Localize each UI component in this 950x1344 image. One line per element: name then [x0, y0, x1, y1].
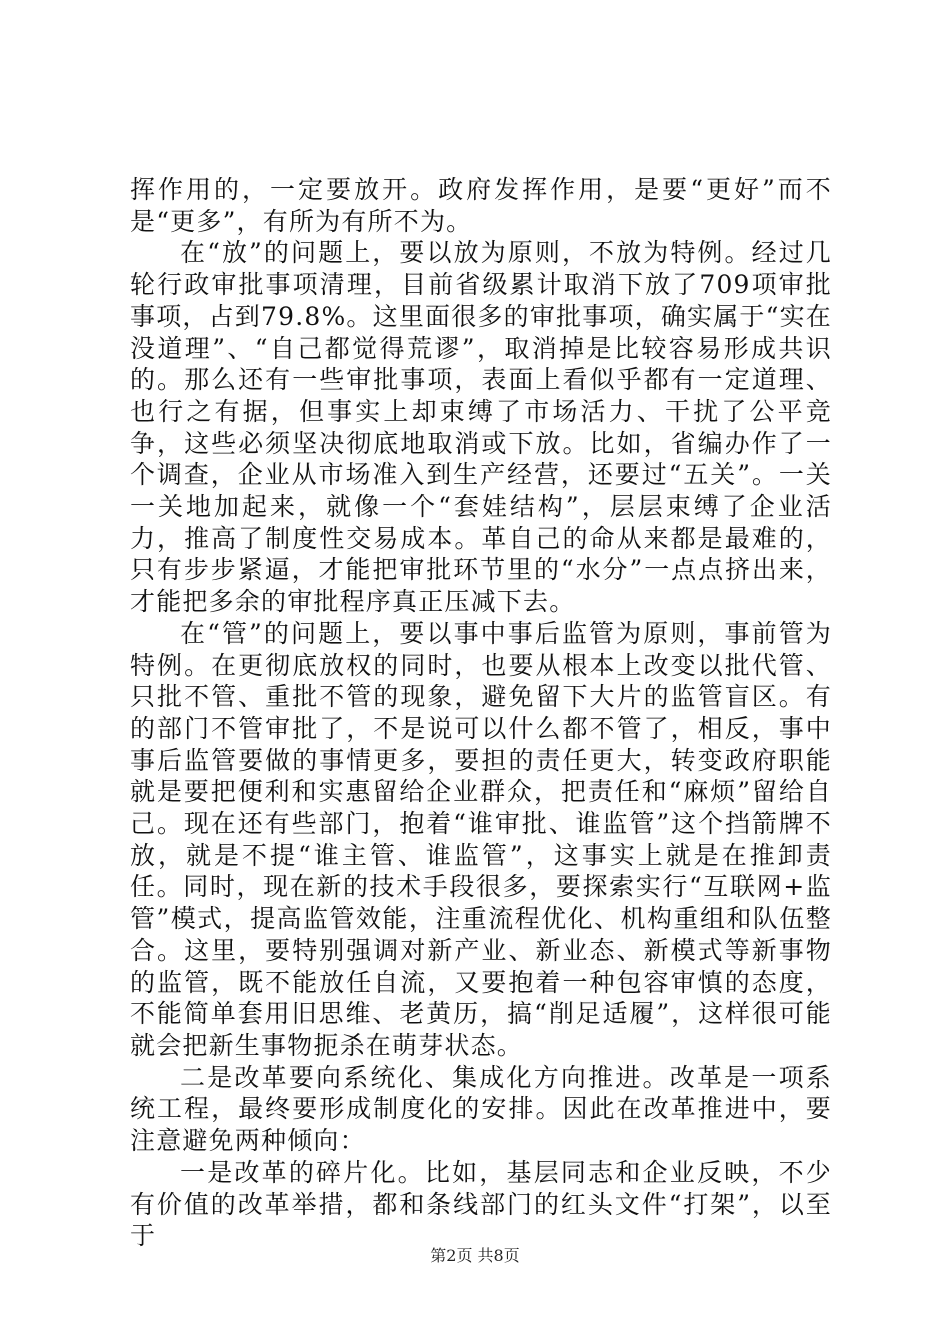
paragraph-4: 二是改革要向系统化、集成化方向推进。改革是一项系统工程，最终要形成制度化的安排。因此在改革推进中，要注意避免两种倾向：	[130, 1062, 832, 1156]
paragraph-3: 在“管”的问题上，要以事中事后监管为原则，事前管为特例。在更彻底放权的同时，也要从根本上改变以批代管、只批不管、重批不管的现象，避免留下大片的监管盲区。有的部门不管审批了，不是说可以什么都不管了，相反，事中事后监管要做的事情更多，要担的责任更大，转变政府职能就是要把便利和实惠留给企业群众，把责任和“麻烦”留给自己。现在还有些部门，抱着“谁审批、谁监管”这个挡箭牌不放，就是不提“谁主管、谁监管”，这事实上就是在推卸责任。同时，现在新的技术手段很多，要探索实行“互联网+监管”模式，提高监管效能，注重流程优化、机构重组和队伍整合。这里，要特别强调对新产业、新业态、新模式等新事物的监管，既不能放任自流，又要抱着一种包容审慎的态度，不能简单套用旧思维、老黄历，搞“削足适履”，这样很可能就会把新生事物扼杀在萌芽状态。	[130, 618, 832, 1060]
paragraph-5: 一是改革的碎片化。比如，基层同志和企业反映，不少有价值的改革举措，都和条线部门的红头文件“打架”，以至于	[130, 1157, 832, 1251]
document-body	[130, 174, 832, 1252]
paragraph-1: 挥作用的，一定要放开。政府发挥作用，是要“更好”而不是“更多”，有所为有所不为。	[130, 175, 832, 236]
page-footer	[0, 1243, 950, 1266]
paragraph-2: 在“放”的问题上，要以放为原则，不放为特例。经过几轮行政审批事项清理，目前省级累计取消下放了709项审批事项，占到79.8%。这里面很多的审批事项，确实属于“实在没道理”、“自己都觉得荒谬”，取消掉是比较容易形成共识的。那么还有一些审批事项，表面上看似乎都有一定道理、也行之有据，但事实上却束缚了市场活力、干扰了公平竞争，这些必须坚决彻底地取消或下放。比如，省编办作了一个调查，企业从市场准入到生产经营，还要过“五关”。一关一关地加起来，就像一个“套娃结构”，层层束缚了企业活力，推高了制度性交易成本。革自己的命从来都是最难的，只有步步紧逼，才能把审批环节里的“水分”一点点挤出来，才能把多余的审批程序真正压减下去。	[130, 238, 833, 617]
page-number-label: 第2页 共8页	[430, 1246, 520, 1265]
